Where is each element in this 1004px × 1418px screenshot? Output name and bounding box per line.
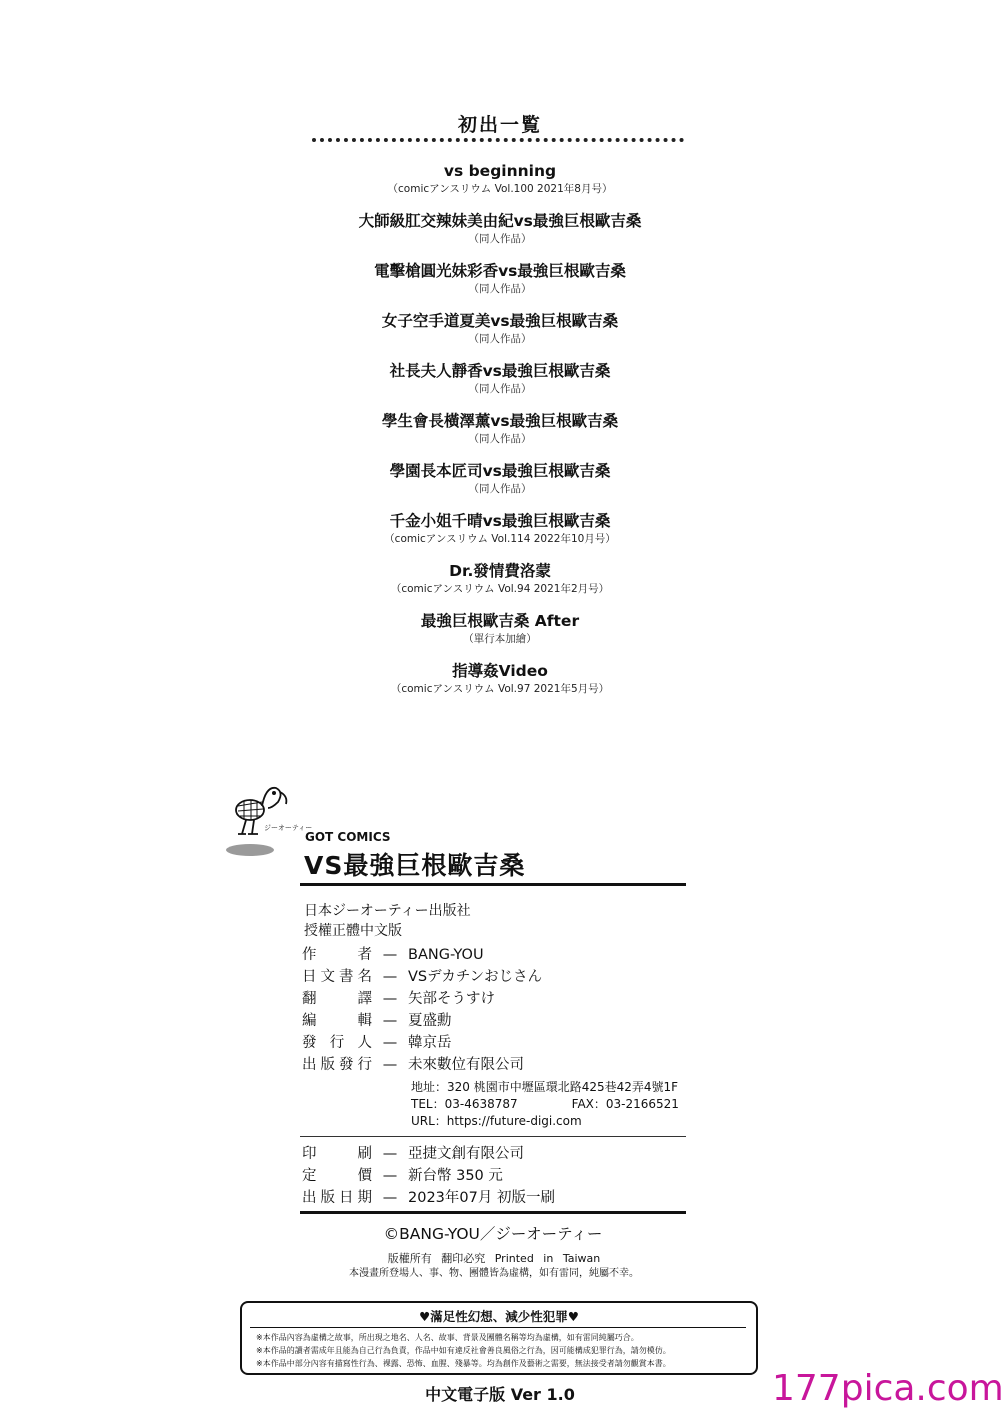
publisher-line: 日本ジーオーティー出版社 — [304, 903, 471, 919]
rights-line: 版權所有 翻印必究 Printed in Taiwan — [387, 1252, 601, 1265]
toc-entry-source: （comicアンスリウム Vol.97 2021年5月号） — [390, 683, 610, 695]
imprint-label: GOT COMICS — [305, 830, 391, 844]
credit-dash: — — [382, 1013, 398, 1029]
toc-entry-source: （同人作品） — [468, 233, 532, 245]
credit-row — [302, 1186, 555, 1208]
toc-entry-title: 社長夫人靜香vs最強巨根歐吉桑 — [389, 362, 611, 380]
credit-key: 出版日期 — [302, 1190, 372, 1206]
toc-entry — [0, 660, 1000, 710]
toc-entry — [0, 210, 1000, 260]
notice-line: ※本作品的讀者需成年且能為自己行為負責，作品中如有違反社會善良風俗之行為，因可能構成犯罪行為，請勿模仿。 — [256, 1346, 671, 1355]
notice-box — [240, 1301, 758, 1375]
toc-entry-source: （單行本加繪） — [463, 633, 537, 645]
credit-key: 作者 — [302, 947, 372, 963]
credit-row — [302, 1053, 524, 1075]
tel-text: TEL：03-4638787 — [411, 1097, 518, 1111]
toc-entry-title: 女子空手道夏美vs最強巨根歐吉桑 — [381, 312, 619, 330]
credit-value: 亞捷文創有限公司 — [408, 1146, 524, 1162]
credit-dash: — — [382, 1190, 398, 1206]
credit-dash: — — [382, 1035, 398, 1051]
toc-entry — [0, 610, 1000, 660]
copyright-line: ©BANG-YOU／ジーオーティー — [383, 1225, 603, 1243]
toc-entry — [0, 160, 1000, 210]
divider — [300, 883, 686, 886]
toc-entry-title: 學園長本匠司vs最強巨根歐吉桑 — [389, 462, 611, 480]
logo-text: ジーオーティー — [264, 824, 313, 832]
contact-line — [411, 1095, 679, 1112]
version-label: 中文電子版 Ver 1.0 — [425, 1385, 575, 1404]
credit-key: 編輯 — [302, 1013, 372, 1029]
divider — [300, 1211, 686, 1214]
toc-entry-source: （同人作品） — [468, 433, 532, 445]
toc-entry-source: （同人作品） — [468, 283, 532, 295]
credit-dash: — — [382, 991, 398, 1007]
book-title: VS最強巨根歐吉桑 — [304, 851, 526, 880]
toc-entry — [0, 460, 1000, 510]
credit-value: 未來數位有限公司 — [408, 1057, 524, 1073]
toc-entry — [0, 360, 1000, 410]
toc-entry-source: （comicアンスリウム Vol.114 2022年10月号） — [384, 533, 616, 545]
license-line: 授權正體中文版 — [304, 923, 402, 939]
credit-row — [302, 1009, 452, 1031]
toc-entry-source: （同人作品） — [468, 333, 532, 345]
notice-line: ※本作品內容為虛構之故事，所出現之地名、人名、故事、背景及團體名稱等均為虛構，如有雷同純屬巧合。 — [256, 1333, 639, 1342]
credit-row — [302, 1142, 524, 1164]
toc-entry-source: （comicアンスリウム Vol.94 2021年2月号） — [390, 583, 610, 595]
dotted-divider — [312, 138, 684, 142]
toc-entry-title: Dr.發情費洛蒙 — [449, 562, 551, 580]
logo-shadow — [226, 844, 274, 856]
toc-entry-title: 學生會長橫澤薰vs最強巨根歐吉桑 — [381, 412, 619, 430]
credit-row — [302, 1031, 452, 1053]
credit-dash: — — [382, 947, 398, 963]
toc-entry — [0, 310, 1000, 360]
toc-entry-title: 大師級肛交辣妹美由紀vs最強巨根歐吉桑 — [358, 212, 642, 230]
disclaimer-line: 本漫畫所登場人、事、物、團體皆為虛構，如有雷同，純屬不幸。 — [349, 1268, 639, 1279]
credit-value: 韓京岳 — [408, 1035, 452, 1051]
toc-entry-source: （comicアンスリウム Vol.100 2021年8月号） — [387, 183, 613, 195]
credit-row — [302, 987, 495, 1009]
credit-dash: — — [382, 1146, 398, 1162]
notice-divider — [250, 1327, 746, 1328]
credit-key: 印刷 — [302, 1146, 372, 1162]
toc-list — [0, 160, 1000, 710]
toc-entry-source: （同人作品） — [468, 483, 532, 495]
toc-heading: 初出一覧 — [457, 114, 542, 136]
watermark-text: 177pica.com — [772, 1368, 1004, 1409]
toc-entry-title: 千金小姐千晴vs最強巨根歐吉桑 — [389, 512, 611, 530]
credit-value: BANG-YOU — [408, 947, 484, 963]
toc-entry-title: 最強巨根歐吉桑 After — [420, 612, 580, 630]
fax-text: FAX：03-2166521 — [571, 1097, 679, 1111]
toc-entry-source: （同人作品） — [468, 383, 532, 395]
address-line: 地址：320 桃園市中壢區環北路425巷42弄4號1F — [411, 1080, 679, 1094]
credit-key: 定價 — [302, 1168, 372, 1184]
toc-entry-title: 指導姦Video — [452, 662, 548, 680]
credit-key: 發行人 — [302, 1035, 372, 1051]
credit-key: 出版發行 — [302, 1057, 372, 1073]
credit-row — [302, 965, 542, 987]
credit-row — [302, 943, 484, 965]
credit-dash: — — [382, 969, 398, 985]
toc-entry — [0, 510, 1000, 560]
toc-entry — [0, 560, 1000, 610]
toc-entry — [0, 410, 1000, 460]
credit-key: 日文書名 — [302, 969, 372, 985]
divider — [300, 1136, 686, 1137]
credit-dash: — — [382, 1057, 398, 1073]
credit-value: 2023年07月 初版一刷 — [408, 1190, 555, 1206]
credit-key: 翻譯 — [302, 991, 372, 1007]
toc-entry — [0, 260, 1000, 310]
url-line: URL：https://future-digi.com — [411, 1114, 582, 1128]
credit-dash: — — [382, 1168, 398, 1184]
toc-entry-title: vs beginning — [443, 162, 557, 180]
notice-line: ※本作品中部分內容有描寫性行為、裸露、恐怖、血腥、殘暴等。均為創作及藝術之需要，無法接受者請勿觀賞本書。 — [256, 1359, 671, 1368]
notice-title: ♥滿足性幻想、減少性犯罪♥ — [419, 1309, 579, 1324]
credit-value: 夏盛勳 — [408, 1013, 452, 1029]
credit-value: 新台幣 350 元 — [408, 1168, 503, 1184]
credit-value: 矢部そうすけ — [408, 991, 495, 1007]
credit-row — [302, 1164, 503, 1186]
credit-value: VSデカチンおじさん — [408, 969, 543, 985]
toc-entry-title: 電擊槍圓光妹彩香vs最強巨根歐吉桑 — [374, 262, 626, 280]
